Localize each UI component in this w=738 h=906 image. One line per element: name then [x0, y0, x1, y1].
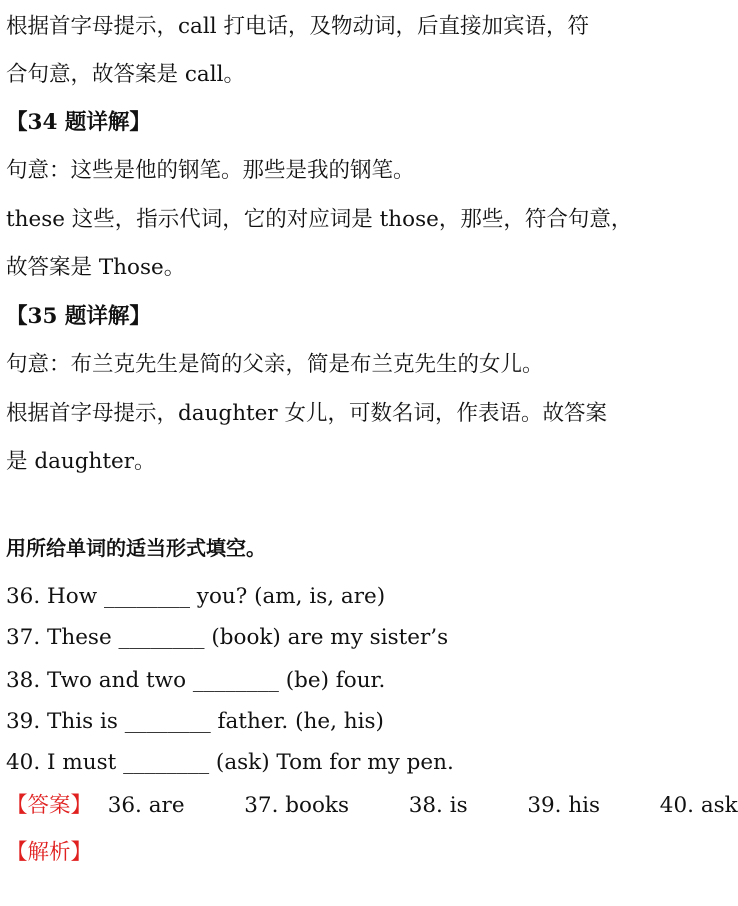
explanation-34-line-2: 故答案是 Those。	[6, 255, 186, 280]
answer-40: 40. ask	[659, 793, 738, 818]
explanation-34-line-1: these 这些，指示代词，它的对应词是 those，那些，符合句意，	[6, 207, 633, 232]
analysis-label: 【解析】	[6, 840, 93, 865]
explanation-35-line-1: 根据首字母提示，daughter 女儿，可数名词，作表语。故答案	[6, 401, 608, 426]
explanation-33-line-1: 根据首字母提示，call 打电话，及物动词，后直接加宾语，符	[6, 14, 589, 39]
explanation-34-meaning: 句意：这些是他的钢笔。那些是我的钢笔。	[6, 158, 415, 183]
explanation-34-heading: 【34 题详解】	[6, 110, 151, 135]
answer-37: 37. books	[244, 793, 349, 818]
question-36: 36. How ________ you? (am, is, are)	[6, 584, 386, 609]
question-38: 38. Two and two ________ (be) four.	[6, 668, 386, 693]
question-40: 40. I must ________ (ask) Tom for my pen.	[6, 750, 454, 775]
question-37: 37. These ________ (book) are my sister’s	[6, 625, 449, 650]
answer-38: 38. is	[408, 793, 468, 818]
answer-label: 【答案】	[6, 793, 93, 818]
answer-row	[6, 793, 738, 818]
section-instruction: 用所给单词的适当形式填空。	[6, 536, 266, 560]
answer-36: 36. are	[107, 793, 185, 818]
explanation-35-meaning: 句意：布兰克先生是简的父亲，简是布兰克先生的女儿。	[6, 352, 544, 377]
explanation-33-line-2: 合句意，故答案是 call。	[6, 62, 245, 87]
explanation-35-line-2: 是 daughter。	[6, 449, 156, 474]
answer-39: 39. his	[527, 793, 601, 818]
explanation-35-heading: 【35 题详解】	[6, 304, 151, 329]
question-39: 39. This is ________ father. (he, his)	[6, 709, 384, 734]
